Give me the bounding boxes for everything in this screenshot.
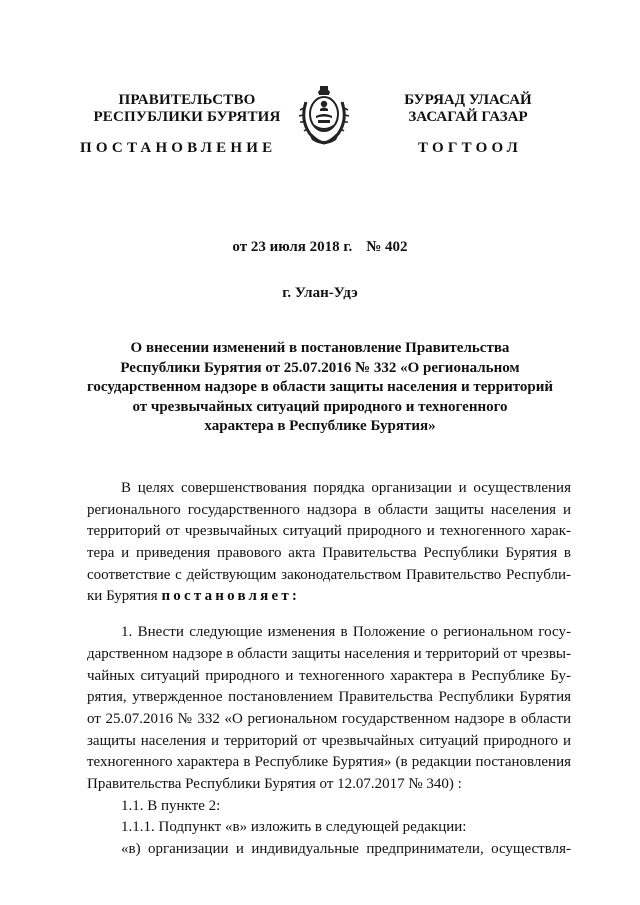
coat-of-arms-icon (296, 82, 352, 146)
title-line: от чрезвычайных ситуаций природного и техногенного (132, 398, 508, 415)
issuer-buryat-line2: ЗАСАГАЙ ГАЗАР (408, 109, 528, 125)
item-v-line: «в) организации и индивидуальные предприниматели, осуществля- (121, 841, 571, 857)
doc-type-buryat: ТОГТООЛ (418, 140, 522, 156)
document-city: г. Улан-Удэ (282, 285, 358, 301)
item1-line: Правительства Республики Бурятия от 12.07.2017 № 340) : (87, 775, 462, 792)
item1-line: защиты населения и территорий от чрезвычайных ситуаций природного и (87, 732, 571, 749)
issuer-buryat (383, 92, 553, 126)
title-line: Республики Бурятия от 25.07.2016 № 332 «О региональном (120, 359, 520, 376)
preamble-line: соответствие с действующим законодательством Правительство Республи- (87, 566, 571, 583)
title-line: характера в Республике Бурятия» (204, 418, 436, 434)
item-1-1-1: 1.1.1. Подпункт «в» изложить в следующей редакции: (121, 819, 467, 836)
preamble-line: регионального государственного надзора в области защиты населения и (87, 501, 571, 518)
decree-word: постановляет: (161, 588, 301, 605)
preamble-last-line (87, 586, 571, 608)
title-line: государственном надзоре в области защиты населения и территорий (86, 379, 554, 395)
document-number: № 402 (366, 239, 408, 255)
preamble-line: В целях совершенствования порядка организации и осуществления (121, 480, 571, 496)
item1-line: техногенного характера в Республике Бурятия» (в редакции постановления (87, 754, 571, 771)
document-body (87, 478, 571, 861)
item1-line: от 25.07.2016 № 332 «О региональном государственном надзоре в области (87, 710, 571, 727)
item1-line: дарственном надзоре в области защиты населения и территорий от чрезвы- (87, 645, 571, 662)
item1-line: 1. Внести следующие изменения в Положение о региональном госу- (121, 624, 571, 641)
document-date: от 23 июля 2018 г. (232, 239, 353, 255)
item1-line: чайных ситуаций природного и техногенного характера в Республике Бу- (87, 667, 571, 684)
preamble-line: территорий от чрезвычайных ситуаций природного и техногенного харак- (87, 523, 571, 540)
date-number-line (0, 239, 640, 256)
item1-line: рятия, утвержденное постановлением Правительства Республики Бурятия (87, 689, 571, 706)
doc-type-russian: ПОСТАНОВЛЕНИЕ (80, 140, 277, 156)
issuer-russian (92, 92, 282, 126)
issuer-buryat-line1: БУРЯАД УЛАСАЙ (404, 92, 532, 108)
title-line: О внесении изменений в постановление Правительства (130, 340, 510, 356)
document-title (80, 339, 560, 437)
preamble-line: тера и приведения правового акта Правительства Республики Бурятия в (87, 545, 571, 562)
item-1-1: 1.1. В пункте 2: (121, 797, 221, 814)
issuer-russian-line2: РЕСПУБЛИКИ БУРЯТИЯ (93, 109, 281, 125)
issuer-russian-line1: ПРАВИТЕЛЬСТВО (118, 92, 256, 108)
preamble-last-text: ки Бурятия (87, 588, 158, 605)
